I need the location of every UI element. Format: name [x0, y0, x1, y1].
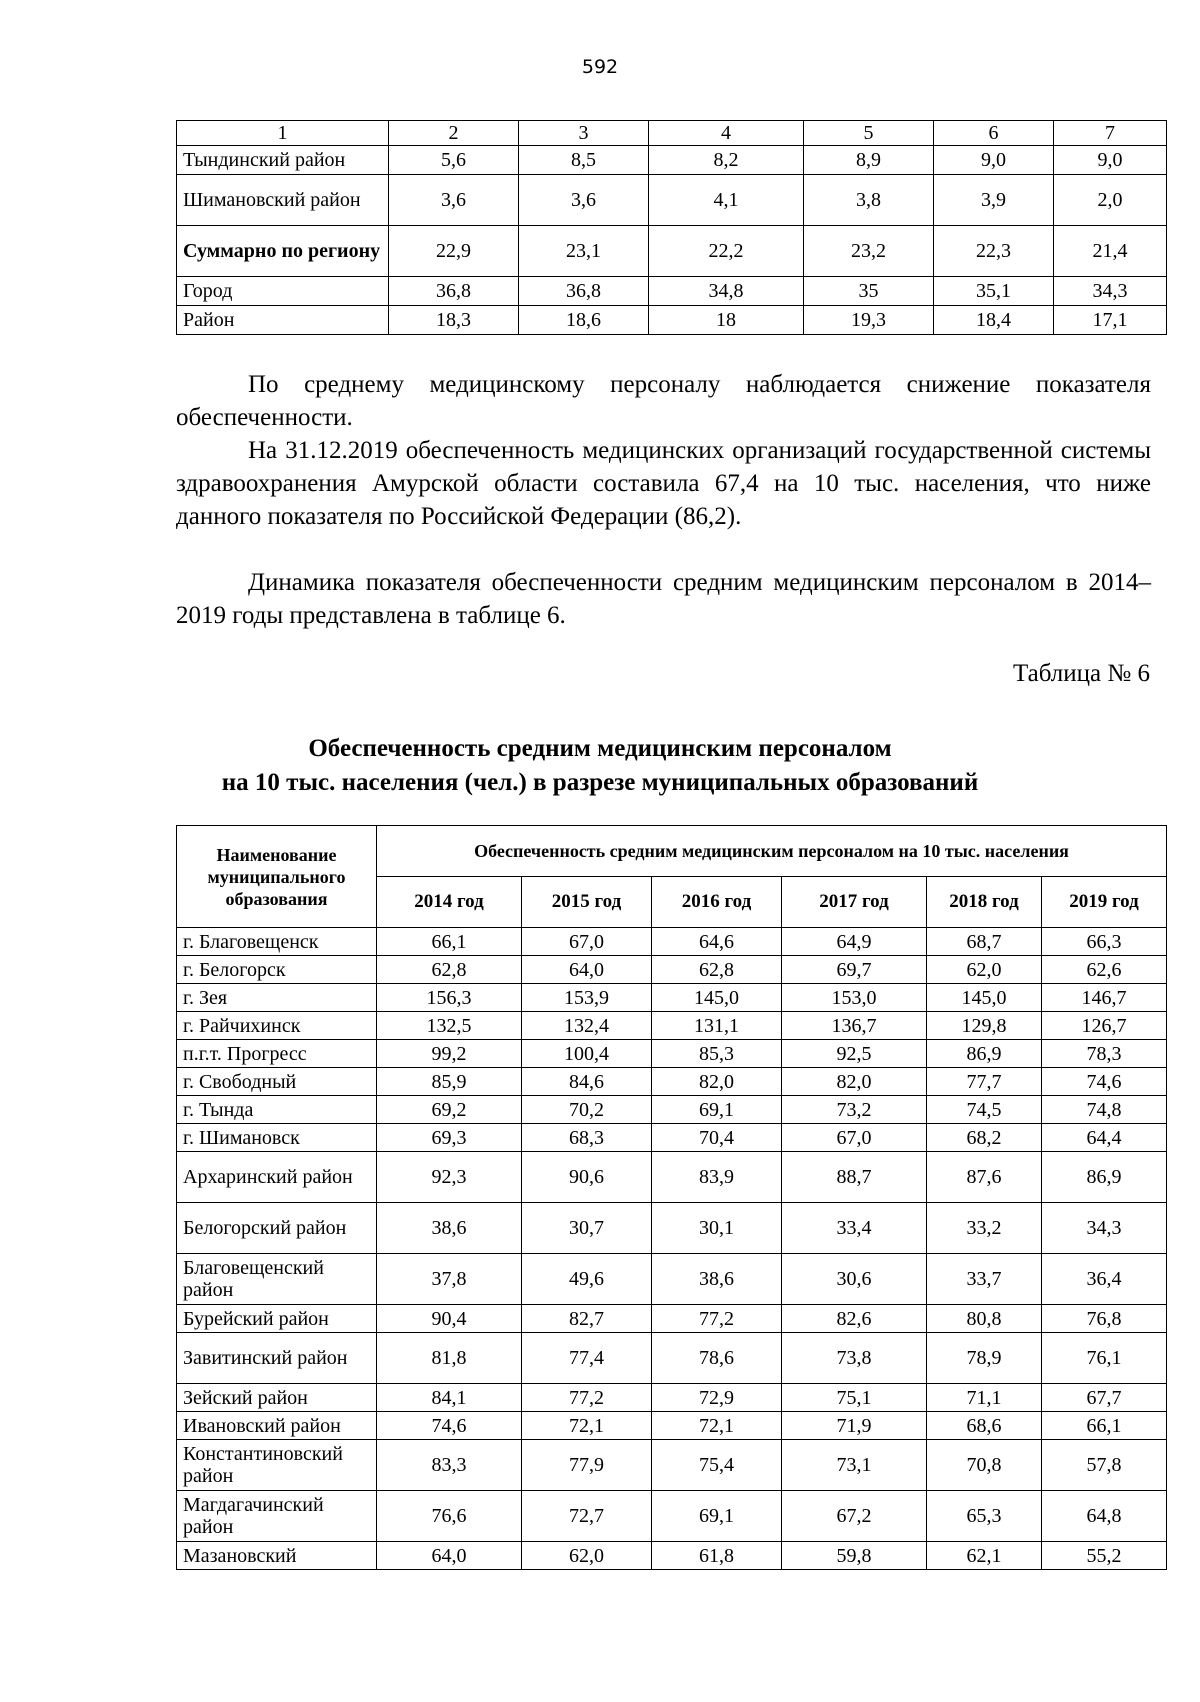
row-label: Шимановский район	[177, 175, 389, 226]
table-cell: 5,6	[389, 146, 519, 175]
table-cell: 21,4	[1054, 226, 1167, 277]
table-row	[177, 146, 1167, 175]
table-cell: 72,1	[652, 1412, 782, 1440]
table-cell: 88,7	[782, 1152, 927, 1203]
page-number: 592	[581, 56, 619, 78]
table-cell: 85,9	[377, 1068, 522, 1096]
row-label: Район	[177, 306, 389, 335]
table-cell: 67,2	[782, 1491, 927, 1542]
table-cell: 85,3	[652, 1040, 782, 1068]
table-cell: 69,2	[377, 1096, 522, 1124]
row-label: Константиновский район	[177, 1440, 377, 1491]
table-cell: 99,2	[377, 1040, 522, 1068]
column-number: 4	[649, 121, 804, 146]
table-cell: 78,3	[1042, 1040, 1167, 1068]
table-cell: 77,7	[927, 1068, 1042, 1096]
table-cell: 70,8	[927, 1440, 1042, 1491]
table-cell: 70,4	[652, 1124, 782, 1152]
table-cell: 8,9	[804, 146, 934, 175]
table-cell: 74,5	[927, 1096, 1042, 1124]
row-label: Благовещенский район	[177, 1254, 377, 1305]
table-cell: 33,4	[782, 1203, 927, 1254]
table-cell: 132,5	[377, 1012, 522, 1040]
table-cell: 57,8	[1042, 1440, 1167, 1491]
table-cell: 77,9	[522, 1440, 652, 1491]
table-cell: 72,1	[522, 1412, 652, 1440]
table-cell: 36,4	[1042, 1254, 1167, 1305]
row-label: Архаринский район	[177, 1152, 377, 1203]
table-cell: 30,7	[522, 1203, 652, 1254]
row-label: г. Тында	[177, 1096, 377, 1124]
table-cell: 92,3	[377, 1152, 522, 1203]
table-cell: 136,7	[782, 1012, 927, 1040]
table-cell: 75,1	[782, 1384, 927, 1412]
row-label: Город	[177, 277, 389, 306]
table-cell: 84,1	[377, 1384, 522, 1412]
table-cell: 38,6	[652, 1254, 782, 1305]
row-label: п.г.т. Прогресс	[177, 1040, 377, 1068]
table-row	[177, 1124, 1167, 1152]
table-title-line: Обеспеченность средним медицинским персоналом	[308, 735, 892, 762]
table-cell: 126,7	[1042, 1012, 1167, 1040]
table-cell: 83,3	[377, 1440, 522, 1491]
table-cell: 82,6	[782, 1305, 927, 1333]
row-label: Суммарно по региону	[177, 226, 389, 277]
table-cell: 55,2	[1042, 1542, 1167, 1570]
table-cell: 33,2	[927, 1203, 1042, 1254]
table-cell: 22,9	[389, 226, 519, 277]
table-row	[177, 1333, 1167, 1384]
table-row	[177, 1491, 1167, 1542]
table-cell: 87,6	[927, 1152, 1042, 1203]
column-header-municipality: Наименование муниципального образования	[177, 826, 377, 928]
column-number: 7	[1054, 121, 1167, 146]
table-cell: 34,3	[1042, 1203, 1167, 1254]
table-cell: 86,9	[1042, 1152, 1167, 1203]
table-cell: 73,8	[782, 1333, 927, 1384]
table-cell: 82,7	[522, 1305, 652, 1333]
table-cell: 68,7	[927, 928, 1042, 956]
table-cell: 9,0	[934, 146, 1054, 175]
paragraph: На 31.12.2019 обеспеченность медицинских организаций государственной системы здравоохранения Амурской области составила 67,4 на 10 тыс. населения, что ниже данного показателя по Российской Федерации (86,2).	[176, 437, 1151, 530]
table-cell: 64,9	[782, 928, 927, 956]
table-cell: 83,9	[652, 1152, 782, 1203]
table-cell: 129,8	[927, 1012, 1042, 1040]
table-row	[177, 1203, 1167, 1254]
table-cell: 153,9	[522, 984, 652, 1012]
table-cell: 81,8	[377, 1333, 522, 1384]
row-label: г. Зея	[177, 984, 377, 1012]
table-cell: 18	[649, 306, 804, 335]
table-cell: 76,8	[1042, 1305, 1167, 1333]
table-cell: 78,6	[652, 1333, 782, 1384]
table-cell: 19,3	[804, 306, 934, 335]
row-label: Ивановский район	[177, 1412, 377, 1440]
table-cell: 100,4	[522, 1040, 652, 1068]
table-cell: 132,4	[522, 1012, 652, 1040]
row-label: г. Белогорск	[177, 956, 377, 984]
table-cell: 62,0	[522, 1542, 652, 1570]
table-cell: 69,1	[652, 1096, 782, 1124]
table-cell: 82,0	[652, 1068, 782, 1096]
row-label: Зейский район	[177, 1384, 377, 1412]
table-cell: 74,6	[1042, 1068, 1167, 1096]
table-cell: 65,3	[927, 1491, 1042, 1542]
table-cell: 61,8	[652, 1542, 782, 1570]
table-cell: 77,2	[652, 1305, 782, 1333]
column-header-year: 2018 год	[927, 877, 1042, 928]
column-number: 5	[804, 121, 934, 146]
table-cell: 64,4	[1042, 1124, 1167, 1152]
table-row	[177, 1040, 1167, 1068]
table-cell: 4,1	[649, 175, 804, 226]
table-cell: 76,6	[377, 1491, 522, 1542]
table-cell: 66,3	[1042, 928, 1167, 956]
table-cell: 22,3	[934, 226, 1054, 277]
table-cell: 82,0	[782, 1068, 927, 1096]
table-cell: 73,2	[782, 1096, 927, 1124]
table-cell: 78,9	[927, 1333, 1042, 1384]
table-row	[177, 1012, 1167, 1040]
table-row	[177, 1068, 1167, 1096]
table-cell: 8,5	[519, 146, 649, 175]
column-header-year: 2017 год	[782, 877, 927, 928]
table-cell: 69,3	[377, 1124, 522, 1152]
table-title-line: на 10 тыс. населения (чел.) в разрезе муниципальных образований	[221, 769, 979, 796]
table-cell: 64,8	[1042, 1491, 1167, 1542]
paragraph: Динамика показателя обеспеченности средним медицинским персоналом в 2014–2019 годы представлена в таблице 6.	[176, 569, 1151, 629]
table-row	[177, 1412, 1167, 1440]
table-cell: 67,0	[782, 1124, 927, 1152]
table-cell: 77,4	[522, 1333, 652, 1384]
table-row	[177, 984, 1167, 1012]
table-row	[177, 1440, 1167, 1491]
table-cell: 67,0	[522, 928, 652, 956]
table-header-row	[177, 826, 1167, 877]
table-cell: 23,1	[519, 226, 649, 277]
table-cell: 86,9	[927, 1040, 1042, 1068]
column-number: 2	[389, 121, 519, 146]
table-cell: 131,1	[652, 1012, 782, 1040]
table-cell: 64,0	[377, 1542, 522, 1570]
row-label: Белогорский район	[177, 1203, 377, 1254]
table-cell: 70,2	[522, 1096, 652, 1124]
table-cell: 9,0	[1054, 146, 1167, 175]
table-cell: 35	[804, 277, 934, 306]
table-cell: 34,8	[649, 277, 804, 306]
row-label: Магдагачинский район	[177, 1491, 377, 1542]
column-header-year: 2016 год	[652, 877, 782, 928]
table-cell: 92,5	[782, 1040, 927, 1068]
table-cell: 38,6	[377, 1203, 522, 1254]
table-cell: 153,0	[782, 984, 927, 1012]
row-label: Мазановский	[177, 1542, 377, 1570]
table-cell: 18,6	[519, 306, 649, 335]
table-cell: 37,8	[377, 1254, 522, 1305]
table-cell: 145,0	[927, 984, 1042, 1012]
table-row	[177, 226, 1167, 277]
table-cell: 84,6	[522, 1068, 652, 1096]
column-header-year: 2014 год	[377, 877, 522, 928]
table-caption: Таблица № 6	[1012, 660, 1150, 687]
staff-provision-table	[176, 825, 1167, 1570]
table-cell: 22,2	[649, 226, 804, 277]
table-cell: 73,1	[782, 1440, 927, 1491]
table-row	[177, 1254, 1167, 1305]
table-cell: 17,1	[1054, 306, 1167, 335]
table-cell: 33,7	[927, 1254, 1042, 1305]
table-cell: 66,1	[377, 928, 522, 956]
table-cell: 69,7	[782, 956, 927, 984]
table-cell: 3,9	[934, 175, 1054, 226]
row-label: г. Благовещенск	[177, 928, 377, 956]
table-row	[177, 277, 1167, 306]
column-number: 3	[519, 121, 649, 146]
table-cell: 68,6	[927, 1412, 1042, 1440]
table-cell: 146,7	[1042, 984, 1167, 1012]
table-row	[177, 1305, 1167, 1333]
table-cell: 30,6	[782, 1254, 927, 1305]
table-cell: 74,8	[1042, 1096, 1167, 1124]
table-cell: 34,3	[1054, 277, 1167, 306]
table-cell: 18,3	[389, 306, 519, 335]
table-cell: 35,1	[934, 277, 1054, 306]
table-cell: 145,0	[652, 984, 782, 1012]
column-header-year: 2019 год	[1042, 877, 1167, 928]
table-cell: 71,9	[782, 1412, 927, 1440]
table-cell: 62,8	[652, 956, 782, 984]
table-row	[177, 956, 1167, 984]
table-cell: 156,3	[377, 984, 522, 1012]
column-number: 6	[934, 121, 1054, 146]
table-cell: 75,4	[652, 1440, 782, 1491]
table-cell: 68,2	[927, 1124, 1042, 1152]
table-cell: 49,6	[522, 1254, 652, 1305]
table-row	[177, 1096, 1167, 1124]
table-cell: 23,2	[804, 226, 934, 277]
table-title	[0, 732, 1200, 800]
table-cell: 30,1	[652, 1203, 782, 1254]
table-cell: 3,6	[519, 175, 649, 226]
table-cell: 68,3	[522, 1124, 652, 1152]
row-label: г. Шимановск	[177, 1124, 377, 1152]
column-header-year: 2015 год	[522, 877, 652, 928]
table-cell: 71,1	[927, 1384, 1042, 1412]
table-cell: 69,1	[652, 1491, 782, 1542]
table-cell: 80,8	[927, 1305, 1042, 1333]
row-label: Бурейский район	[177, 1305, 377, 1333]
table-cell: 59,8	[782, 1542, 927, 1570]
table-cell: 62,8	[377, 956, 522, 984]
table-cell: 36,8	[389, 277, 519, 306]
table-cell: 2,0	[1054, 175, 1167, 226]
table-cell: 77,2	[522, 1384, 652, 1412]
table-cell: 62,0	[927, 956, 1042, 984]
column-number: 1	[177, 121, 389, 146]
table-cell: 3,6	[389, 175, 519, 226]
table-row	[177, 928, 1167, 956]
table-cell: 64,0	[522, 956, 652, 984]
table-cell: 66,1	[1042, 1412, 1167, 1440]
table-cell: 67,7	[1042, 1384, 1167, 1412]
row-label: Завитинский район	[177, 1333, 377, 1384]
table-cell: 3,8	[804, 175, 934, 226]
table-cell: 64,6	[652, 928, 782, 956]
column-group-header: Обеспеченность средним медицинским персоналом на 10 тыс. населения	[377, 826, 1167, 877]
row-label: г. Свободный	[177, 1068, 377, 1096]
table-cell: 62,1	[927, 1542, 1042, 1570]
paragraph: По среднему медицинскому персоналу наблюдается снижение показателя обеспеченности.	[176, 371, 1151, 431]
table-row	[177, 175, 1167, 226]
table-cell: 76,1	[1042, 1333, 1167, 1384]
table-cell: 36,8	[519, 277, 649, 306]
table-continuation	[176, 120, 1167, 335]
table-cell: 72,9	[652, 1384, 782, 1412]
table-cell: 90,4	[377, 1305, 522, 1333]
table-row	[177, 1384, 1167, 1412]
table-row	[177, 1152, 1167, 1203]
table-header-row	[177, 121, 1167, 146]
table-cell: 62,6	[1042, 956, 1167, 984]
row-label: Тындинский район	[177, 146, 389, 175]
table-row	[177, 306, 1167, 335]
table-row	[177, 1542, 1167, 1570]
table-cell: 90,6	[522, 1152, 652, 1203]
table-cell: 74,6	[377, 1412, 522, 1440]
table-cell: 72,7	[522, 1491, 652, 1542]
table-cell: 18,4	[934, 306, 1054, 335]
row-label: г. Райчихинск	[177, 1012, 377, 1040]
table-cell: 8,2	[649, 146, 804, 175]
